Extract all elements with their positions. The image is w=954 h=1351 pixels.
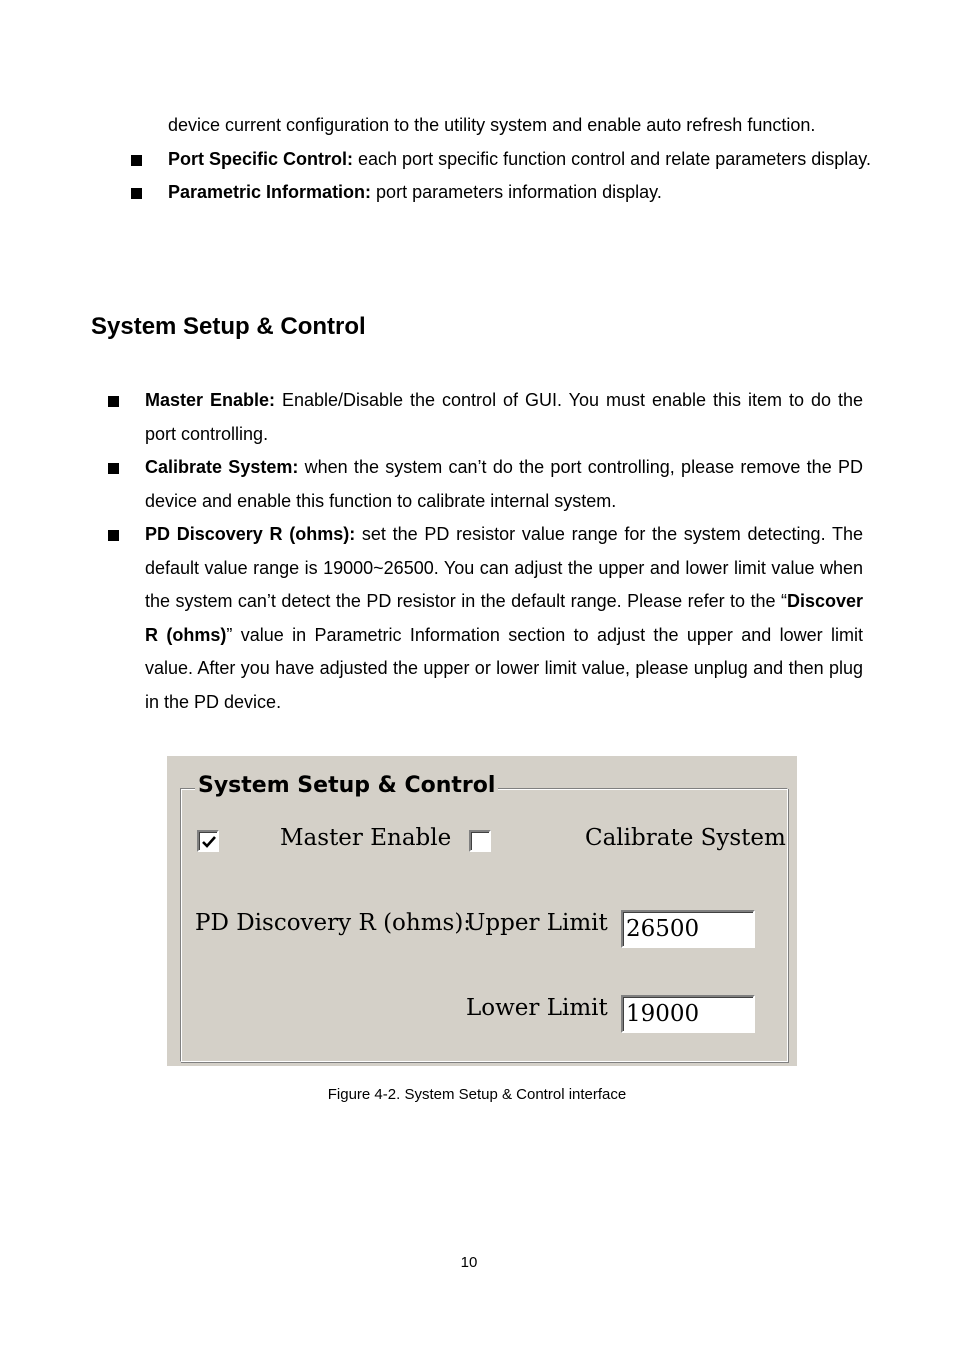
- page-number: 10: [460, 1254, 478, 1271]
- item-text: when the system can’t do the port controlling, please remove the PD device and enable this function to calibrate internal system.: [145, 457, 863, 511]
- lower-limit-label: Lower Limit: [466, 995, 608, 1021]
- master-enable-checkbox[interactable]: [197, 830, 219, 852]
- section-heading: System Setup & Control: [91, 313, 366, 340]
- square-bullet-icon: [108, 396, 119, 407]
- upper-limit-input[interactable]: 26500: [621, 910, 755, 948]
- lower-limit-input[interactable]: 19000: [621, 995, 755, 1033]
- list-item: [108, 451, 863, 518]
- upper-limit-label: Upper Limit: [466, 910, 608, 936]
- item-term: Calibrate System:: [145, 457, 299, 477]
- square-bullet-icon: [108, 530, 119, 541]
- group-box-title: System Setup & Control: [195, 772, 498, 800]
- item-text: Enable/Disable the control of GUI. You must enable this item to do the port controlling.: [145, 390, 863, 444]
- list-item: [108, 518, 863, 719]
- calibrate-system-checkbox[interactable]: [469, 830, 491, 852]
- item-text: set the PD resistor value range for the system detecting. The default value range is 19000~26500. You can adjust the upper and lower limit value when the system can’t detect the PD resistor in the default range. Please refer to the “: [145, 524, 863, 611]
- item-text: each port specific function control and relate parameters display.: [353, 148, 871, 169]
- item-term: PD Discovery R (ohms):: [145, 524, 356, 544]
- square-bullet-icon: [131, 188, 142, 199]
- list-item: [131, 143, 871, 177]
- calibrate-system-label: Calibrate System: [585, 825, 786, 851]
- intro-continuation: device current configuration to the utility system and enable auto refresh function.: [168, 115, 816, 135]
- figure-caption: Figure 4-2. System Setup & Control interface: [327, 1086, 627, 1103]
- section-list: [108, 384, 863, 719]
- item-text: ” value in Parametric Information section to adjust the upper and lower limit value. After you have adjusted the upper or lower limit value, please unplug and then plug in the PD device.: [145, 624, 863, 712]
- item-term: Port Specific Control:: [168, 148, 354, 169]
- master-enable-label: Master Enable: [280, 825, 452, 851]
- figure-screenshot: [167, 756, 797, 1066]
- list-item: [131, 176, 871, 210]
- item-term: Parametric Information:: [168, 182, 372, 202]
- checkmark-icon: [201, 834, 217, 850]
- pd-discovery-label: PD Discovery R (ohms):: [195, 910, 472, 936]
- square-bullet-icon: [108, 463, 119, 474]
- square-bullet-icon: [131, 155, 142, 166]
- intro-list: [131, 109, 871, 210]
- item-reference: Discover R (ohms): [145, 591, 863, 645]
- item-term: Master Enable:: [145, 390, 276, 410]
- item-text: port parameters information display.: [371, 182, 662, 202]
- list-item: [108, 384, 863, 451]
